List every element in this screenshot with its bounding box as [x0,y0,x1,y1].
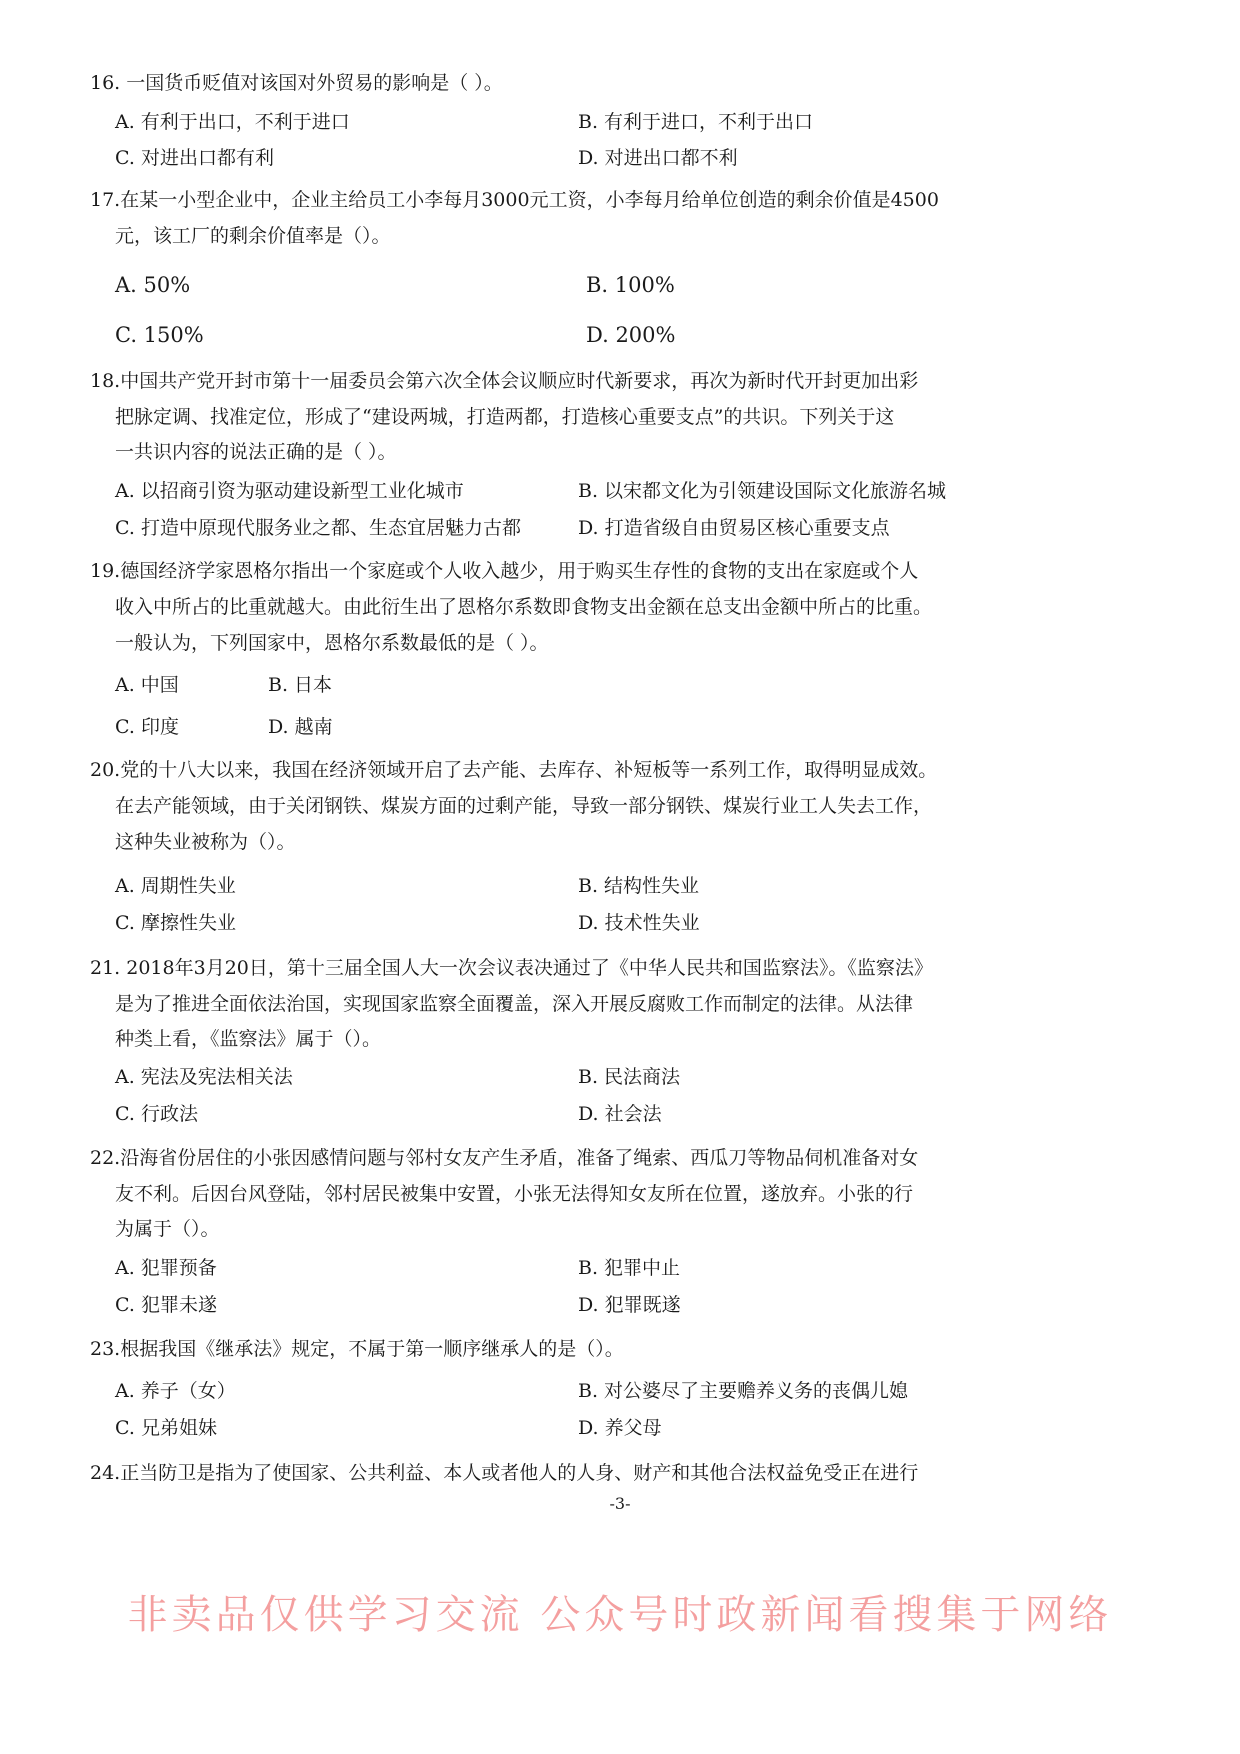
page-number: -3- [609,1494,631,1513]
question-text: 20.党的十八大以来，我国在经济领域开启了去产能、去库存、补短板等一系列工作，取得明显成效。 [90,759,938,781]
question-text: 19.德国经济学家恩格尔指出一个家庭或个人收入越少，用于购买生存性的食物的支出在家庭或个人 [90,560,919,582]
option-a: A. 周期性失业 [115,875,236,897]
question-text: 这种失业被称为（）。 [115,831,296,853]
option-a: A. 养子（女） [115,1380,236,1402]
option-a: A. 犯罪预备 [115,1257,217,1279]
option-d: D. 打造省级自由贸易区核心重要支点 [578,517,890,539]
option-c: C. 兄弟姐妹 [115,1417,217,1439]
question-text: 收入中所占的比重就越大。由此衍生出了恩格尔系数即食物支出金额在总支出金额中所占的比重。 [115,596,933,618]
question-text: 一共识内容的说法正确的是（ ）。 [115,441,397,463]
question-text: 21. 2018年3月20日，第十三届全国人大一次会议表决通过了《中华人民共和国监察法》。《监察法》 [90,957,933,979]
option-b: B. 对公婆尽了主要赡养义务的丧偶儿媳 [578,1380,909,1402]
option-d: D. 对进出口都不利 [578,147,738,169]
question-text: 为属于（）。 [115,1218,220,1240]
option-c: C. 打造中原现代服务业之都、生态宜居魅力古都 [115,517,521,539]
question-text: 是为了推进全面依法治国，实现国家监察全面覆盖，深入开展反腐败工作而制定的法律。从法律 [115,993,914,1015]
question-text: 22.沿海省份居住的小张因感情问题与邻村女友产生矛盾，准备了绳索、西瓜刀等物品伺机准备对女 [90,1147,919,1169]
option-b: B. 犯罪中止 [578,1257,681,1279]
question-text: 24.正当防卫是指为了使国家、公共利益、本人或者他人的人身、财产和其他合法权益免受正在进行 [90,1462,919,1484]
option-d: D. 养父母 [578,1417,662,1439]
option-c: C. 150% [115,323,204,347]
question-text: 18.中国共产党开封市第十一届委员会第六次全体会议顺应时代新要求，再次为新时代开封更加出彩 [90,370,919,392]
option-c: C. 犯罪未遂 [115,1294,217,1316]
option-b: B. 以宋都文化为引领建设国际文化旅游名城 [578,480,947,502]
option-a: A. 有利于出口，不利于进口 [115,111,350,133]
option-b: B. 结构性失业 [578,875,700,897]
option-b: B. 有利于进口，不利于出口 [578,111,814,133]
option-a: A. 宪法及宪法相关法 [115,1066,293,1088]
option-c: C. 对进出口都有利 [115,147,274,169]
question-text: 在去产能领域，由于关闭钢铁、煤炭方面的过剩产能，导致一部分钢铁、煤炭行业工人失去工作， [115,795,933,817]
option-d: D. 200% [586,323,676,347]
question-text: 16. 一国货币贬值对该国对外贸易的影响是（ ）。 [90,72,503,94]
question-text: 友不利。后因台风登陆，邻村居民被集中安置，小张无法得知女友所在位置，遂放弃。小张的行 [115,1183,914,1205]
option-c: C. 印度 [115,716,179,738]
question-text: 把脉定调、找准定位，形成了“建设两城，打造两都，打造核心重要支点”的共识。下列关于这 [115,406,895,428]
option-c: C. 行政法 [115,1103,198,1125]
option-d: D. 技术性失业 [578,912,700,934]
option-d: D. 犯罪既遂 [578,1294,681,1316]
option-b: B. 100% [586,273,675,297]
question-text: 23.根据我国《继承法》规定，不属于第一顺序继承人的是（）。 [90,1338,624,1360]
option-b: B. 民法商法 [578,1066,681,1088]
option-d: D. 社会法 [578,1103,662,1125]
question-text: 一般认为，下列国家中，恩格尔系数最低的是（ ）。 [115,632,549,654]
watermark-text: 非卖品仅供学习交流 公众号时政新闻看搜集于网络 [127,1592,1113,1638]
option-a: A. 50% [115,273,191,297]
question-text: 17.在某一小型企业中，企业主给员工小李每月3000元工资，小李每月给单位创造的剩余价值是4500 [90,189,939,211]
option-a: A. 以招商引资为驱动建设新型工业化城市 [115,480,464,502]
option-a: A. 中国 [115,674,179,696]
question-text: 种类上看，《监察法》属于（）。 [115,1028,382,1050]
option-c: C. 摩擦性失业 [115,912,236,934]
question-text: 元，该工厂的剩余价值率是（）。 [115,225,391,247]
option-d: D. 越南 [268,716,333,738]
option-b: B. 日本 [268,674,333,696]
